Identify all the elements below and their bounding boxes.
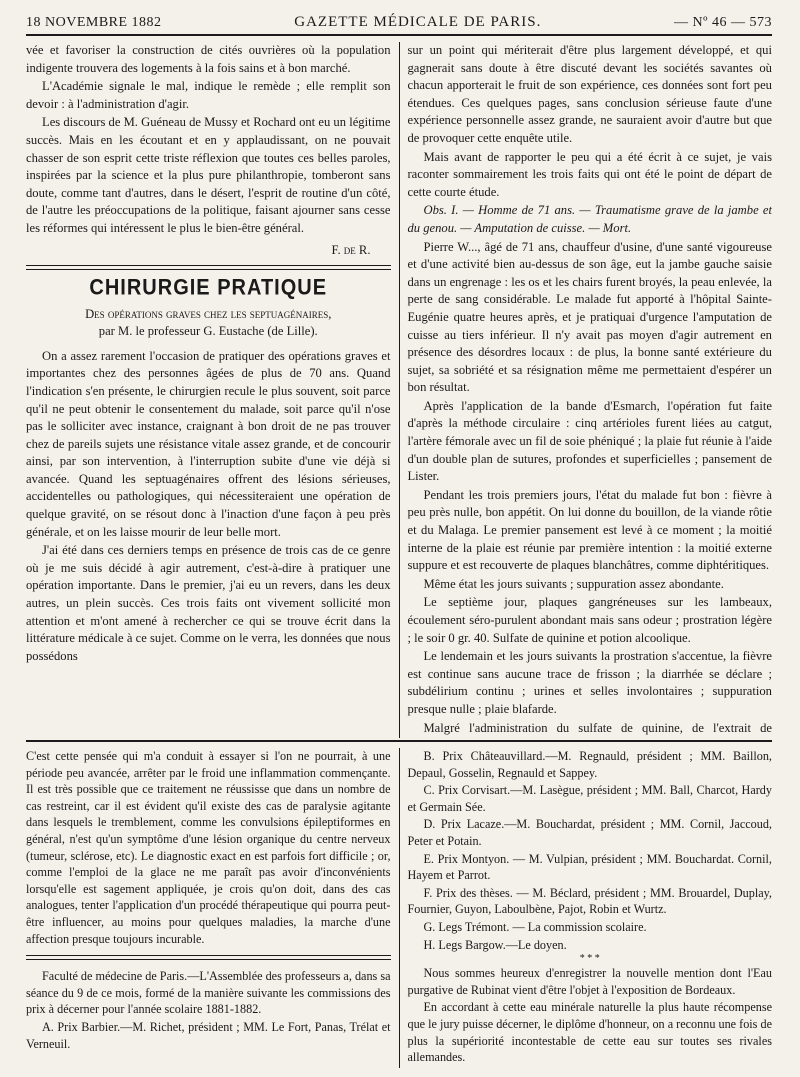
bottom-columns (26, 748, 772, 1068)
paragraph: Même état les jours suivants ; suppuration assez abondante. (423, 576, 724, 591)
prize-entry: B. Prix Châteauvillard.—M. Regnauld, président ; MM. Baillon, Depaul, Gosselin, Regnauld et Sappey. (407, 749, 772, 780)
paragraph: C'est cette pensée qui m'a conduit à essayer si l'on ne pourrait, à une période peu avancée, arrêter par le froid une inflammation commençante. Il est très possible que ce traitement ne réussisse que dans un nombre de cas restreint, car il est évident qu'il existe des cas de paralysie agitante dans lesquels le tremblement, comme les convulsions épileptiformes en général, n'est qu'un symptôme d'une lésion organique du centre nerveux (tumeur, sclérose, etc). Le diagnostic exact en est parfois fort difficile ; or, comme l'emploi de la glace ne me paraît pas avoir d'inconvénients lorsqu'elle est sagement appliquée, je crois qu'on doit, dans des cas analogues, tenter l'application d'un procédé thérapeutique qui pourra peut-être influencer, au moins pour quelques maladies, la marche d'une affection presque toujours incurable. (26, 749, 391, 946)
section-title: CHIRURGIE PRATIQUE (89, 275, 328, 301)
signature: F. de R. (331, 242, 371, 257)
subtitle-line: Des opérations graves chez les septuagénaires, (85, 306, 332, 321)
prize-entry: A. Prix Barbier.—M. Richet, président ; MM. Le Fort, Panas, Trélat et Verneuil. (26, 1019, 391, 1051)
horizontal-rule (26, 740, 772, 742)
article-subtitle (26, 306, 391, 340)
paragraph: Après l'application de la bande d'Esmarch, l'opération fut faite d'après la méthode circulaire : cinq artérioles furent liées au catgut, l'artère fémorale avec un fil de soie phéniqué ; la plaie fut réunie à l'aide d'un double plan de sutures, profondes et superficielles ; pansement de Lister. (407, 398, 772, 484)
column-rule (399, 748, 400, 1068)
section-divider (26, 955, 391, 960)
observation-heading: Obs. I. — Homme de 71 ans. — Traumatisme grave de la jambe et du genou. — Amputation de cuisse. — Mort. (407, 203, 772, 235)
faculty-announcement: Faculté de médecine de Paris.—L'Assemblée des professeurs a, dans sa séance du 9 de ce mois, formé de la manière suivante les commissions des prix à décerner pour l'année scolaire 1881-1882. (26, 969, 391, 1017)
prize-entry: G. Legs Trémont. — La commission scolaire. (423, 919, 647, 934)
paragraph: L'Académie signale le mal, indique le remède ; elle remplit son devoir : à l'administration d'agir. (26, 79, 391, 111)
prize-entry: H. Legs Bargow.—Le doyen. (423, 937, 567, 952)
right-column-top (407, 42, 772, 738)
prize-entry: E. Prix Montyon. — M. Vulpian, président ; MM. Bouchardat. Cornil, Hayem et Parrot. (407, 851, 772, 883)
paragraph: sur un point qui mériterait d'être plus largement développé, et qui gagnerait sans doute à être discuté devant les sociétés savantes où chacun apporterait le fruit de son expérience, ces données sont fort peu étendues. Ces quelques pages, sans conclusion sérieuse faute d'une expérience personnelle assez grande, ne sauraient avoir d'autre but que de provoquer cette enquête utile. (407, 43, 772, 145)
paragraph: Les discours de M. Guéneau de Mussy et Rochard ont eu un légitime succès. Mais en les écoutant et en y applaudissant, on ne pouvait chasser de son esprit cette triste réflexion que toutes ces belles paroles, inspirées par la science et la plus pure philanthropie, tomberont sans doute, comme tant d'autres, dans le désert, l'esprit de routine d'un côté, de l'autre les préoccupations de la politique, faisant ajourner sans cesse les réformes qui intéressent le plus le bien-être général. (26, 115, 391, 235)
prize-entry: C. Prix Corvisart.—M. Lasègue, président ; MM. Ball, Charcot, Hardy et Germain Sée. (407, 783, 772, 814)
right-column-bottom (407, 748, 772, 1068)
top-columns (26, 42, 772, 738)
paragraph: J'ai été dans ces derniers temps en présence de trois cas de ce genre où je me suis décidé à agir autrement, c'est-à-dire à pratiquer une opération importante. Dans le premier, j'ai eu un revers, dans les deux autres, un plein succès. Ces trois faits ont vivement sollicité mon attention et m'ont amené à rechercher ce qui se trouve écrit dans la littérature médicale à ce sujet. Comme on le verra, les données que nous possédons (26, 543, 391, 663)
paragraph: vée et favoriser la construction de cités ouvrières où la population indigente trouvera des logements à la fois sains et à bon marché. (26, 43, 391, 75)
header-title: GAZETTE MÉDICALE DE PARIS. (294, 14, 542, 30)
paragraph: Malgré l'administration du sulfate de quinine, de l'extrait de (423, 720, 772, 735)
paragraph: Pendant les trois premiers jours, l'état du malade fut bon : fièvre à peu près nulle, bon appétit. On lui donne du bouillon, de la viande rôtie et du Malaga. Le premier pansement est levé à ce moment ; la moitié interne de la plaie est réunie par première intention : la moitié externe suppure et est recouverte de plaques blanchâtres, comme diphtéritiques. (407, 487, 772, 573)
subtitle-author: par M. le professeur G. Eustache (de Lille). (98, 323, 318, 338)
left-column-top (26, 42, 391, 738)
column-rule (399, 42, 400, 738)
header-issue: — Nº 46 — 573 (674, 15, 772, 30)
prize-entry: F. Prix des thèses. — M. Béclard, président ; MM. Brouardel, Duplay, Fournier, Guyon, Laboulbène, Pajot, Robin et Wurtz. (407, 885, 772, 917)
prize-entry: D. Prix Lacaze.—M. Bouchardat, président ; MM. Cornil, Jaccoud, Peter et Potain. (407, 817, 772, 848)
header-date: 18 NOVEMBRE 1882 (26, 15, 162, 30)
paragraph: Nous sommes heureux d'enregistrer la nouvelle mention dont l'Eau purgative de Rubinat vient d'être l'objet à l'exposition de Bordeaux. (407, 966, 772, 997)
paragraph: On a assez rarement l'occasion de pratiquer des opérations graves et importantes chez des personnes âgées de plus de 70 ans. Quand l'indication s'en présente, le chirurgien recule le plus souvent, soit parce qu'il ne peut obtenir le consentement du malade, soit parce qu'il n'ose pas le solliciter avec instance, craignant à bon droit de ne pas trouver chez de pareils sujets une résistance vitale assez grande, et de concourir ainsi, par son intervention, à l'interruption subite d'une vie déjà si avancée. Quand les septuagénaires offrent des lésions sérieuses, accidentelles ou pathologiques, qui nécessiteraient une opération de quelque gravité, on se résout donc à l'inaction d'une façon à peu près générale, et on les laisse mourir de leur belle mort. (26, 348, 391, 539)
paragraph: Pierre W..., âgé de 71 ans, chauffeur d'usine, d'une santé vigoureuse et d'une activité bien au-dessus de son âge, eut la jambe gauche saisie dans un engrenage : les os et les chairs furent broyés, la peau enlevée, la perte de sang considérable. Le malade fut apporté à l'hôpital Sainte-Eugénie quatre heures après, et je pratiquai d'urgence l'amputation de cuisse au tiers inférieur. Il n'y avait pas moyen d'agir autrement en présence des désordres locaux : de plus, la bonne santé extérieure du sujet, sa sobriété et sa résignation même me permettaient d'espérer un bon résultat. (407, 239, 772, 395)
paragraph: Le septième jour, plaques gangréneuses sur les lambeaux, écoulement séro-purulent abondant mais sans odeur ; prostration légère ; le soir 0 gr. 40. Sulfate de quinine et potion alcoolique. (407, 595, 772, 645)
separator-stars: * * * (579, 953, 600, 965)
paragraph: Le lendemain et les jours suivants la prostration s'accentue, la fièvre est continue sans aucune trace de frisson ; la diarrhée se déclare ; subdélirium continu ; urines et selles involontaires ; suppuration presque nulle ; plaie blafarde. (407, 649, 772, 716)
paragraph: En accordant à cette eau minérale naturelle la plus haute récompense que le jury puisse décerner, le diplôme d'honneur, on a reconnu une fois de plus la supériorité incontestable de cette eau sur toutes ses rivales allemandes. (407, 1000, 772, 1065)
section-divider (26, 265, 391, 270)
paragraph: Mais avant de rapporter le peu qui a été écrit à ce sujet, je vais raconter sommairement les trois faits qui ont été le point de départ de cette courte étude. (407, 149, 772, 199)
page-header (26, 14, 772, 36)
left-column-bottom (26, 748, 391, 1068)
